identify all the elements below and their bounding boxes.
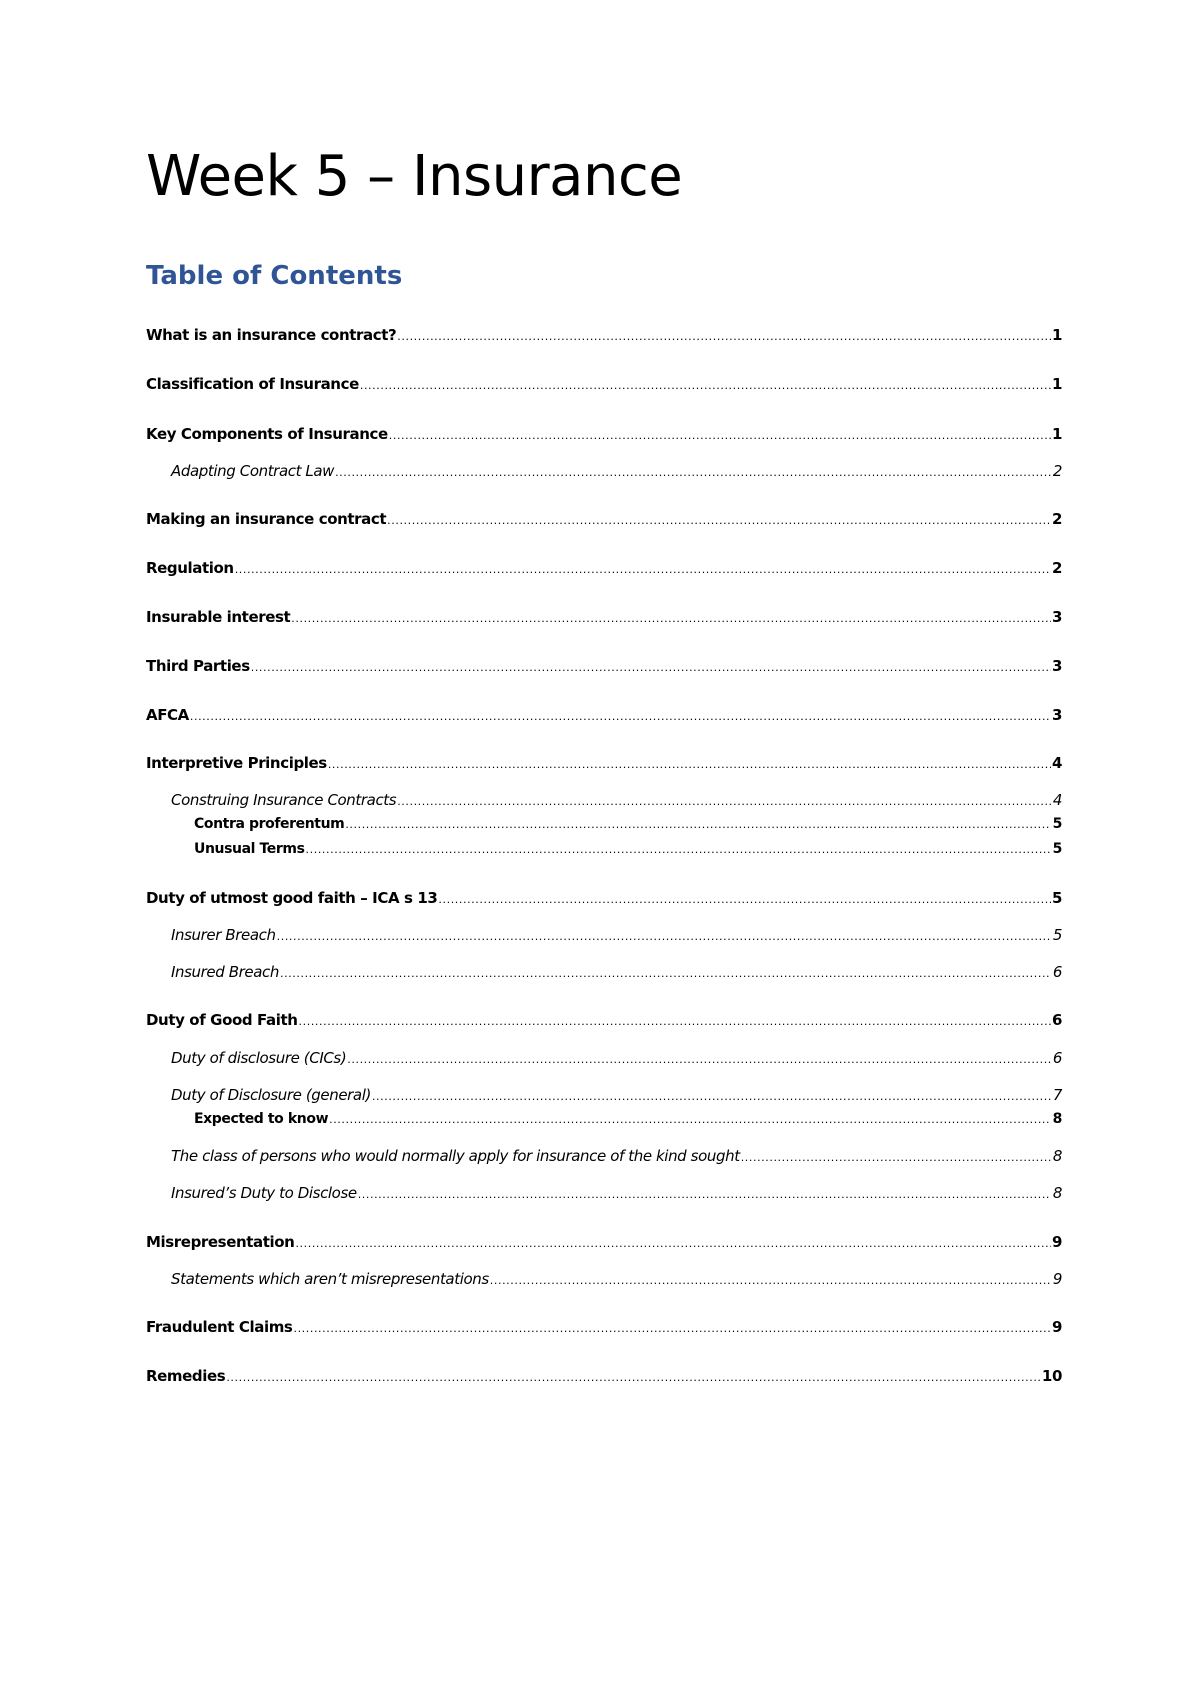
toc-entry-label: Classification of Insurance: [146, 375, 359, 393]
toc-entry-page-number: 2: [1051, 559, 1062, 577]
toc-entry[interactable]: [171, 1084, 1062, 1106]
toc-entry[interactable]: [146, 887, 1062, 909]
toc-entry-label: Insurer Breach: [171, 926, 276, 944]
toc-dot-leader: [295, 1233, 1051, 1255]
toc-entry-label: Key Components of Insurance: [146, 425, 388, 443]
toc-entry-label: Construing Insurance Contracts: [171, 791, 397, 809]
toc-entry-label: Third Parties: [146, 657, 250, 675]
toc-entry-page-number: 6: [1051, 1011, 1062, 1029]
toc-entry-page-number: 7: [1052, 1086, 1062, 1104]
toc-entry-page-number: 9: [1052, 1270, 1062, 1288]
toc-dot-leader: [251, 657, 1051, 679]
toc-entry[interactable]: [146, 508, 1062, 530]
toc-entry[interactable]: [171, 924, 1062, 946]
toc-entry-label: Duty of Disclosure (general): [171, 1086, 371, 1104]
toc-dot-leader: [397, 326, 1051, 348]
toc-entry-label: Duty of Good Faith: [146, 1011, 298, 1029]
toc-dot-leader: [387, 510, 1051, 532]
toc-entry[interactable]: [146, 1231, 1062, 1253]
toc-entry[interactable]: [146, 655, 1062, 677]
toc-entry-label: Insured’s Duty to Disclose: [171, 1184, 357, 1202]
toc-entry-label: Duty of utmost good faith – ICA s 13: [146, 889, 438, 907]
toc-entry-label: The class of persons who would normally apply for insurance of the kind sought: [171, 1147, 740, 1165]
toc-entry[interactable]: [146, 704, 1062, 726]
toc-entry-label: Fraudulent Claims: [146, 1318, 293, 1336]
toc-dot-leader: [277, 926, 1051, 948]
toc-dot-leader: [280, 963, 1051, 985]
toc-entry-page-number: 3: [1051, 608, 1062, 626]
toc-dot-leader: [328, 754, 1051, 776]
toc-dot-leader: [291, 608, 1051, 630]
toc-entry[interactable]: [194, 813, 1062, 835]
toc-entry[interactable]: [171, 1047, 1062, 1069]
toc-dot-leader: [438, 889, 1051, 911]
toc-dot-leader: [190, 706, 1051, 728]
toc-entry-label: Duty of disclosure (CICs): [171, 1049, 347, 1067]
toc-entry[interactable]: [146, 1365, 1062, 1387]
toc-dot-leader: [358, 1184, 1051, 1206]
toc-dot-leader: [372, 1086, 1051, 1108]
toc-entry-label: Unusual Terms: [194, 841, 305, 857]
toc-entry-label: What is an insurance contract?: [146, 326, 397, 344]
toc-entry-label: Adapting Contract Law: [171, 462, 335, 480]
toc-entry[interactable]: [171, 961, 1062, 983]
toc-entry-page-number: 5: [1052, 841, 1062, 857]
toc-entry-page-number: 3: [1051, 657, 1062, 675]
toc-entry[interactable]: [146, 1316, 1062, 1338]
toc-entry[interactable]: [146, 324, 1062, 346]
toc-entry-page-number: 4: [1052, 791, 1062, 809]
toc-entry-page-number: 9: [1051, 1318, 1062, 1336]
toc-entry[interactable]: [194, 838, 1062, 860]
toc-entry-page-number: 4: [1051, 754, 1062, 772]
toc-entry[interactable]: [146, 373, 1062, 395]
toc-entry-page-number: 3: [1051, 706, 1062, 724]
toc-entry-page-number: 5: [1052, 816, 1062, 832]
toc-entry[interactable]: [194, 1108, 1062, 1130]
toc-dot-leader: [360, 375, 1051, 397]
toc-entry-page-number: 5: [1051, 889, 1062, 907]
toc-entry-page-number: 1: [1051, 425, 1062, 443]
toc-entry-label: Misrepresentation: [146, 1233, 295, 1251]
toc-entry-page-number: 8: [1052, 1147, 1062, 1165]
toc-entry-page-number: 2: [1051, 510, 1062, 528]
toc-dot-leader: [335, 462, 1051, 484]
toc-dot-leader: [293, 1318, 1050, 1340]
toc-entry-label: AFCA: [146, 706, 189, 724]
toc-entry-label: Expected to know: [194, 1111, 329, 1127]
toc-entry[interactable]: [171, 1268, 1062, 1290]
toc-entry[interactable]: [146, 752, 1062, 774]
toc-dot-leader: [306, 839, 1051, 861]
toc-entry[interactable]: [171, 1182, 1062, 1204]
toc-heading: Table of Contents: [146, 261, 403, 291]
toc-entry-page-number: 8: [1052, 1111, 1062, 1127]
toc-dot-leader: [235, 559, 1051, 581]
toc-entry-page-number: 1: [1051, 375, 1062, 393]
toc-entry-page-number: 8: [1052, 1184, 1062, 1202]
toc-entry[interactable]: [171, 460, 1062, 482]
toc-dot-leader: [226, 1367, 1041, 1389]
toc-entry[interactable]: [171, 789, 1062, 811]
toc-entry-label: Statements which aren’t misrepresentations: [171, 1270, 489, 1288]
toc-entry-label: Contra proferentum: [194, 816, 345, 832]
toc-entry-label: Remedies: [146, 1367, 226, 1385]
document-title: Week 5 – Insurance: [146, 144, 683, 209]
toc-entry-label: Insurable interest: [146, 608, 291, 626]
toc-dot-leader: [299, 1011, 1051, 1033]
toc-entry[interactable]: [171, 1145, 1062, 1167]
toc-entry[interactable]: [146, 423, 1062, 445]
toc-entry-page-number: 9: [1051, 1233, 1062, 1251]
toc-entry-page-number: 2: [1052, 462, 1062, 480]
toc-dot-leader: [389, 425, 1051, 447]
toc-entry-page-number: 6: [1052, 1049, 1062, 1067]
toc-entry-page-number: 5: [1052, 926, 1062, 944]
toc-entry-page-number: 1: [1051, 326, 1062, 344]
toc-entry-page-number: 10: [1041, 1367, 1062, 1385]
toc-dot-leader: [397, 791, 1051, 813]
toc-dot-leader: [347, 1049, 1051, 1071]
toc-dot-leader: [329, 1109, 1051, 1131]
toc-entry[interactable]: [146, 557, 1062, 579]
toc-entry-page-number: 6: [1052, 963, 1062, 981]
toc-entry-label: Making an insurance contract: [146, 510, 387, 528]
toc-entry-label: Interpretive Principles: [146, 754, 327, 772]
toc-dot-leader: [345, 814, 1051, 836]
toc-entry-label: Insured Breach: [171, 963, 279, 981]
toc-dot-leader: [490, 1270, 1051, 1292]
toc-entry[interactable]: [146, 1009, 1062, 1031]
toc-dot-leader: [741, 1147, 1051, 1169]
toc-entry[interactable]: [146, 606, 1062, 628]
toc-entry-label: Regulation: [146, 559, 234, 577]
